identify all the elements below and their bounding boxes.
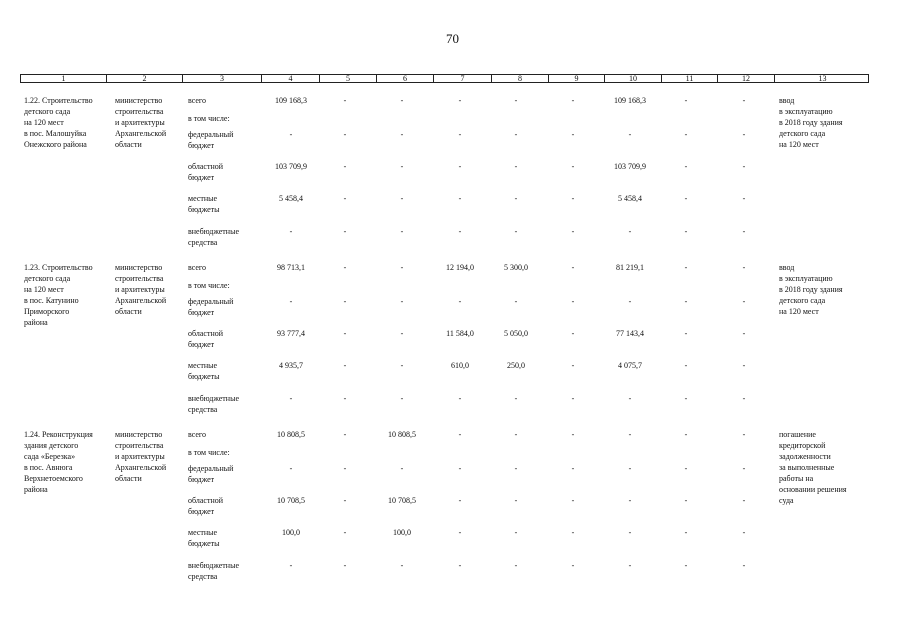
funding-source-label: федеральный бюджет [188,130,234,150]
amount-c4: - [289,561,293,570]
funding-source-label: всего [188,96,207,105]
amount-c4: 98 713,1 [277,263,305,272]
amount-c12: - [742,96,746,105]
amount-c12: - [742,528,746,537]
amount-c6: - [400,227,404,236]
amount-c12: - [742,130,746,139]
amount-c6: - [400,329,404,338]
amount-c6: 10 708,5 [388,496,416,505]
amount-c10: 103 709,9 [614,162,646,171]
amount-c11: - [684,496,688,505]
amount-c4: - [289,227,293,236]
amount-c5: - [343,194,347,203]
amount-c5: - [343,464,347,473]
amount-c10: 5 458,4 [618,194,642,203]
amount-c9: - [571,329,575,338]
expected-result: ввод в эксплуатацию в 2018 году здания детского сада на 120 мест [779,263,843,316]
amount-c6: - [400,464,404,473]
amount-c6: - [400,361,404,370]
amount-c11: - [684,430,688,439]
amount-c4: 109 168,3 [275,96,307,105]
amount-c8: 5 300,0 [504,263,528,272]
amount-c5: - [343,528,347,537]
amount-c10: - [628,394,632,403]
amount-c6: - [400,162,404,171]
amount-c7: - [458,162,462,171]
amount-c9: - [571,361,575,370]
amount-c8: 250,0 [507,361,525,370]
amount-c11: - [684,361,688,370]
amount-c5: - [343,561,347,570]
amount-c10: 109 168,3 [614,96,646,105]
funding-source-label: в том числе: [188,114,230,123]
amount-c11: - [684,329,688,338]
funding-source-label: местные бюджеты [188,361,220,381]
amount-c8: - [514,430,518,439]
amount-c9: - [571,162,575,171]
amount-c9: - [571,130,575,139]
amount-c4: 10 708,5 [277,496,305,505]
amount-c10: - [628,227,632,236]
amount-c10: - [628,561,632,570]
amount-c4: - [289,130,293,139]
amount-c5: - [343,430,347,439]
amount-c9: - [571,496,575,505]
funding-source-label: внебюджетные средства [188,561,239,581]
amount-c9: - [571,227,575,236]
funding-source-label: местные бюджеты [188,194,220,214]
amount-c10: - [628,430,632,439]
page-number: 70 [446,31,459,46]
amount-c9: - [571,394,575,403]
amount-c6: 100,0 [393,528,411,537]
amount-c12: - [742,394,746,403]
amount-c8: - [514,464,518,473]
amount-c6: 10 808,5 [388,430,416,439]
amount-c6: - [400,561,404,570]
amount-c5: - [343,96,347,105]
amount-c8: - [514,528,518,537]
amount-c4: - [289,464,293,473]
event-name: 1.23. Строительство детского сада на 120 мест в пос. Катунино Приморского района [24,263,93,327]
amount-c12: - [742,162,746,171]
amount-c11: - [684,96,688,105]
amount-c7: - [458,130,462,139]
amount-c4: - [289,394,293,403]
amount-c8: - [514,297,518,306]
amount-c7: - [458,464,462,473]
amount-c11: - [684,528,688,537]
funding-source-label: местные бюджеты [188,528,220,548]
amount-c4: - [289,297,293,306]
amount-c5: - [343,361,347,370]
amount-c6: - [400,394,404,403]
amount-c6: - [400,263,404,272]
amount-c8: - [514,130,518,139]
funding-source-label: федеральный бюджет [188,297,234,317]
amount-c11: - [684,194,688,203]
responsible-executor: министерство строительства и архитектуры Архангельской области [115,430,167,483]
amount-c10: - [628,528,632,537]
header-col-5: 5 [319,75,376,82]
amount-c8: - [514,561,518,570]
amount-c11: - [684,227,688,236]
amount-c4: 103 709,9 [275,162,307,171]
amount-c11: - [684,263,688,272]
responsible-executor: министерство строительства и архитектуры Архангельской области [115,96,167,149]
header-col-8: 8 [491,75,548,82]
amount-c11: - [684,297,688,306]
event-name: 1.22. Строительство детского сада на 120 мест в пос. Малошуйка Онежского района [24,96,93,149]
amount-c6: - [400,297,404,306]
amount-c9: - [571,297,575,306]
amount-c9: - [571,263,575,272]
header-col-1: 1 [61,74,66,83]
funding-source-label: федеральный бюджет [188,464,234,484]
amount-c8: - [514,394,518,403]
amount-c5: - [343,496,347,505]
amount-c4: 5 458,4 [279,194,303,203]
funding-source-label: внебюджетные средства [188,227,239,247]
funding-source-label: в том числе: [188,281,230,290]
amount-c4: 4 935,7 [279,361,303,370]
amount-c7: - [458,96,462,105]
amount-c5: - [343,263,347,272]
amount-c11: - [684,130,688,139]
header-col-3: 3 [182,75,261,82]
amount-c7: 12 194,0 [446,263,474,272]
header-col-2: 2 [106,75,182,82]
header-col-9: 9 [548,75,604,82]
amount-c10: 77 143,4 [616,329,644,338]
amount-c9: - [571,194,575,203]
header-col-12: 12 [717,75,774,82]
amount-c7: - [458,394,462,403]
amount-c10: - [628,297,632,306]
amount-c7: - [458,528,462,537]
amount-c11: - [684,394,688,403]
amount-c5: - [343,227,347,236]
amount-c9: - [571,96,575,105]
header-col-6: 6 [376,75,433,82]
expected-result: погашение кредиторской задолженности за выполненные работы на основании решения суда [779,430,847,505]
amount-c5: - [343,297,347,306]
header-col-11: 11 [661,75,717,82]
amount-c12: - [742,496,746,505]
funding-source-label: в том числе: [188,448,230,457]
amount-c12: - [742,430,746,439]
amount-c8: - [514,194,518,203]
amount-c6: - [400,96,404,105]
amount-c10: - [628,496,632,505]
amount-c10: - [628,464,632,473]
amount-c10: 4 075,7 [618,361,642,370]
amount-c12: - [742,263,746,272]
amount-c8: - [514,96,518,105]
amount-c8: - [514,162,518,171]
amount-c11: - [684,162,688,171]
funding-source-label: областной бюджет [188,496,224,516]
amount-c4: 93 777,4 [277,329,305,338]
amount-c12: - [742,227,746,236]
amount-c9: - [571,464,575,473]
header-col-7: 7 [433,75,491,82]
amount-c8: - [514,227,518,236]
column-number-header [20,74,869,83]
header-col-10: 10 [604,75,661,82]
amount-c12: - [742,297,746,306]
amount-c4: 10 808,5 [277,430,305,439]
event-name: 1.24. Реконструкция здания детского сада «Березка» в пос. Авнюга Верхнетоемского района [24,430,93,494]
amount-c12: - [742,194,746,203]
amount-c7: - [458,561,462,570]
funding-source-label: областной бюджет [188,162,224,182]
amount-c7: 11 584,0 [446,329,474,338]
amount-c5: - [343,162,347,171]
amount-c10: 81 219,1 [616,263,644,272]
amount-c10: - [628,130,632,139]
amount-c5: - [343,329,347,338]
amount-c6: - [400,194,404,203]
amount-c7: - [458,297,462,306]
amount-c12: - [742,561,746,570]
amount-c7: - [458,496,462,505]
amount-c12: - [742,361,746,370]
funding-source-label: областной бюджет [188,329,224,349]
amount-c9: - [571,528,575,537]
amount-c8: - [514,496,518,505]
funding-source-label: всего [188,263,207,272]
amount-c8: 5 050,0 [504,329,528,338]
amount-c7: 610,0 [451,361,469,370]
amount-c9: - [571,430,575,439]
amount-c5: - [343,130,347,139]
funding-source-label: всего [188,430,207,439]
header-col-13: 13 [774,75,870,82]
amount-c9: - [571,561,575,570]
amount-c11: - [684,561,688,570]
amount-c11: - [684,464,688,473]
expected-result: ввод в эксплуатацию в 2018 году здания детского сада на 120 мест [779,96,843,149]
amount-c12: - [742,464,746,473]
amount-c4: 100,0 [282,528,300,537]
funding-source-label: внебюджетные средства [188,394,239,414]
amount-c6: - [400,130,404,139]
amount-c12: - [742,329,746,338]
amount-c7: - [458,194,462,203]
header-col-4: 4 [261,75,319,82]
amount-c7: - [458,430,462,439]
amount-c5: - [343,394,347,403]
amount-c7: - [458,227,462,236]
responsible-executor: министерство строительства и архитектуры Архангельской области [115,263,167,316]
